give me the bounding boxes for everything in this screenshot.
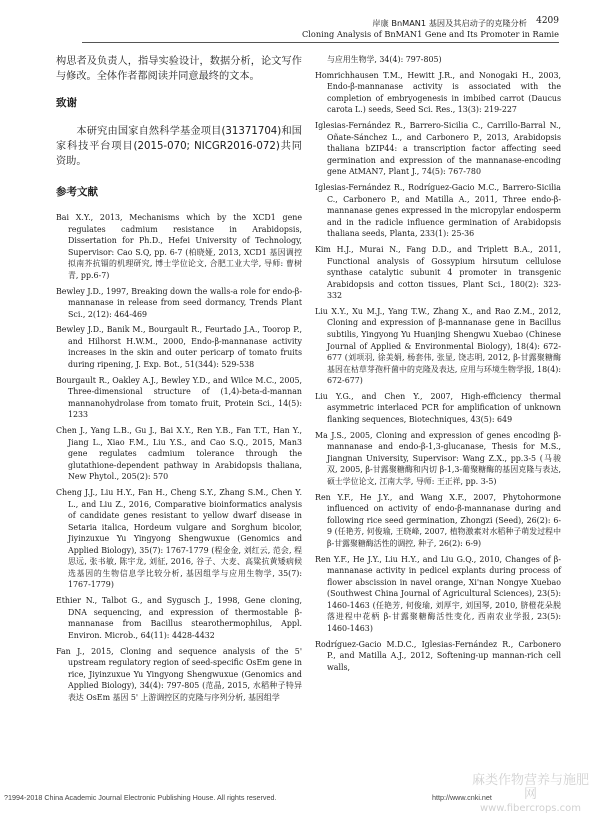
left-column: [56, 54, 302, 707]
acknowledgement-heading: 致谢: [56, 97, 77, 109]
references-heading: 参考文献: [56, 185, 98, 198]
running-header: [229, 18, 559, 40]
reference-entry: Fan J., 2015, Cloning and sequence analysis of the 5' upstream regulatory region of seed-specific OsEm gene in rice, Jiyinzuxue Yu Yingyong Shengwuxue (Genomics and Applied Biology), 34(4): 797-805 (范晶, 2015, 水稻种子特异表达 OsEm 基因 5' 上游调控区的克隆与序列分析, 基因组学: [56, 646, 302, 702]
header-rule: [82, 42, 559, 43]
reference-entry: Cheng J.J., Liu H.Y., Fan H., Cheng S.Y., Zhang S.M., Chen Y. L., and Liu Z., 2016, Comparative bioinformatics analysis of candidate genes resistant to yellow dwarf disease in Setaria italica, Hordeum vulgare and Sorghum bicolor, Jiyinzuxue Yu Yingyong Shengwuxue (Genomics and Applied Biology), 35(7): 1767-1779 (程金金, 刘红云, 范会, 程思远, 张书敏, 陈宇龙, 刘征, 2016, 谷子、大麦、高粱抗黄矮病候选基因的生物信息学比较分析, 基因组学与应用生物学, 35(7): 1767-1779): [56, 488, 302, 590]
header-title-en: Cloning Analysis of BnMAN1 Gene and Its Promoter in Ramie: [302, 29, 559, 39]
reference-entry: Iglesias-Fernández R., Barrero-Sicilia C., Carrillo-Barral N., Oñate-Sánchez L., and Carbonero P., 2013, Arabidopsis thaliana bZIP44: a transcription factor affecting seed germination and expression of the mannanase-encoding gene AtMAN7, Plant J., 74(5): 767-780: [315, 121, 561, 177]
reference-entry: Bewley J.D., Banik M., Bourgault R., Feurtado J.A., Toorop P., and Hilhorst H.W.M., 2000, Endo-β-mannanase activity increases in the skin and outer pericarp of tomato fruits during ripening, J. Exp. Bot., 51(344): 529-538: [56, 325, 302, 370]
reference-entry: Rodríguez-Gacio M.D.C., Iglesias-Fernández R., Carbonero P., and Matilla A.J., 2012, Softening-up mannan-rich cell walls,: [315, 639, 561, 672]
reference-entry: Ren Y.F., He J.Y., Liu H.Y., and Liu G.Q., 2010, Changes of β-mannanase activity in pedicel explants during process of flower abscission in navel orange, Xi'nan Nongye Xuebao (Southwest China Journal of Agricultural Sciences), 23(5): 1460-1463 (任艳芳, 何俊瑜, 刘厚宇, 刘国琴, 2010, 脐橙花朵脱落进程中花柄 β-甘露聚糖酶活性变化, 西南农业学报, 23(5): 1460-1463): [315, 554, 561, 633]
header-title-cn: 岸康 BnMAN1 基因及其启动子的克隆分析: [372, 18, 527, 28]
right-column: [315, 54, 561, 677]
reference-entry: Homrichhausen T.M., Hewitt J.R., and Nonogaki H., 2003, Endo-β-mannanase activity is associated with the completion of embryogenesis in imbibed carrot (Daucus carota L.) seeds, Seed Sci. Res., 13(3): 219-227: [315, 70, 561, 115]
copyright-notice: ?1994-2018 China Academic Journal Electronic Publishing House. All rights reserved.: [4, 793, 277, 802]
watermark-text-cn: 麻类作物营养与施肥网: [471, 773, 589, 802]
acknowledgement-text: 本研究由国家自然科学基金项目(31371704)和国家科技平台项目(2015-070; NICGR2016-072)共同资助。: [56, 125, 302, 167]
author-contribution-text: 构思者及负责人，指导实验设计，数据分析，论文写作与修改。全体作者都阅读并同意最终的文本。: [56, 56, 302, 82]
footer-url: http://www.cnki.net: [432, 793, 492, 802]
watermark-logo: [466, 774, 595, 816]
reference-entry: Bewley J.D., 1997, Breaking down the walls-a role for endo-β-mannanase in release from seed dormancy, Trends Plant Sci., 2(12): 464-469: [56, 286, 302, 319]
reference-entry: Ma J.S., 2005, Cloning and expression of genes encoding β-mannanase and endo-β-1,3-glucanase, Thesis for M.S., Jiangnan University, Supervisor: Wang Z.X., pp.3-5 (马骏双, 2005, β-甘露聚糖酶和内切 β-1,3-葡聚糖酶的基因克隆与表达, 硕士学位论文, 江南大学, 导师: 王正祥, pp. 3-5): [315, 430, 561, 486]
reference-entry: Kim H.J., Murai N., Fang D.D., and Triplett B.A., 2011, Functional analysis of Gossypium hirsutum cellulose synthase catalytic subunit 4 promoter in transgenic Arabidopsis and cotton tissues, Plant Sci., 180(2): 323-332: [315, 244, 561, 301]
reference-entry: Liu Y.G., and Chen Y., 2007, High-efficiency thermal asymmetric interlaced PCR for amplification of unknown flanking sequences, Biotechniques, 43(5): 649: [315, 391, 561, 424]
reference-entry: Ethier N., Talbot G., and Sygusch J., 1998, Gene cloning, DNA sequencing, and expression of thermostable β-mannanase from Bacillus stearothermophilus, Appl. Environ. Microb., 64(11): 4428-4432: [56, 596, 302, 640]
reference-entry: Liu X.Y., Xu M.J., Yang T.W., Zhang X., and Rao Z.M., 2012, Cloning and expression of β-mannanase gene in Bacillus subtilis, Yingyong Yu Huanjing Shengwu Xuebao (Chinese Journal of Applied & Environmental Biology), 18(4): 672-677 (刘项羽, 徐美娟, 杨套伟, 张显, 饶志明, 2012, β-甘露聚糖酶基因在枯草芽孢杆菌中的克隆及表达, 应用与环境生物学报, 18(4): 672-677): [315, 306, 561, 386]
page-number: 4209: [536, 16, 559, 26]
reference-entry: Iglesias-Fernández R., Rodríguez-Gacio M.C., Barrero-Sicilia C., Carbonero P., and Matilla A., 2011, Three endo-β-mannanase genes expressed in the micropylar endosperm and in the radicle influence germination of Arabidopsis thaliana seeds, Planta, 233(1): 25-36: [315, 183, 561, 239]
reference-continuation: 与应用生物学, 34(4): 797-805): [327, 55, 442, 64]
reference-entry: Chen J., Yang L.B., Gu J., Bai X.Y., Ren Y.B., Fan T.T., Han Y., Jiang L., Xiao F.M., Liu Y.S., and Cao S.Q., 2015, Man3 gene regulates cadmium tolerance through the glutathione-dependent pathway in Arabidopsis thaliana, New Phytol., 205(2): 570: [56, 426, 302, 482]
watermark-text-en: www.fibercrops.com: [479, 803, 582, 814]
reference-entry: Bai X.Y., 2013, Mechanisms which by the XCD1 gene regulates cadmium resistance in Arabidopsis, Dissertation for Ph.D., Hefei University of Technology, Supervisor: Cao S.Q, pp. 6-7 (柏晓娅, 2013, XCD1 基因调控拟南芥抗镉的机理研究, 博士学位论文, 合肥工业大学, 导师: 曹树青, pp.6-7): [56, 213, 302, 280]
reference-entry: Ren Y.F., He J.Y., and Wang X.F., 2007, Phytohormone influenced on activity of endo-β-mannanase during and following rice seed germination, Zhongzi (Seed), 26(2): 6-9 (任艳芳, 何俊瑜, 王晓峰, 2007, 植物激素对水稻种子萌发过程中 β-甘露聚糖酶活性的调控, 种子, 26(2): 6-9): [315, 492, 561, 548]
reference-entry: Bourgault R., Oakley A.J., Bewley Y.D., and Wilce M.C., 2005, Three-dimensional structure of (1,4)-beta-d-mannan mannanohydrolase from tomato fruit, Protein Sci., 14(5): 1233: [56, 375, 302, 420]
